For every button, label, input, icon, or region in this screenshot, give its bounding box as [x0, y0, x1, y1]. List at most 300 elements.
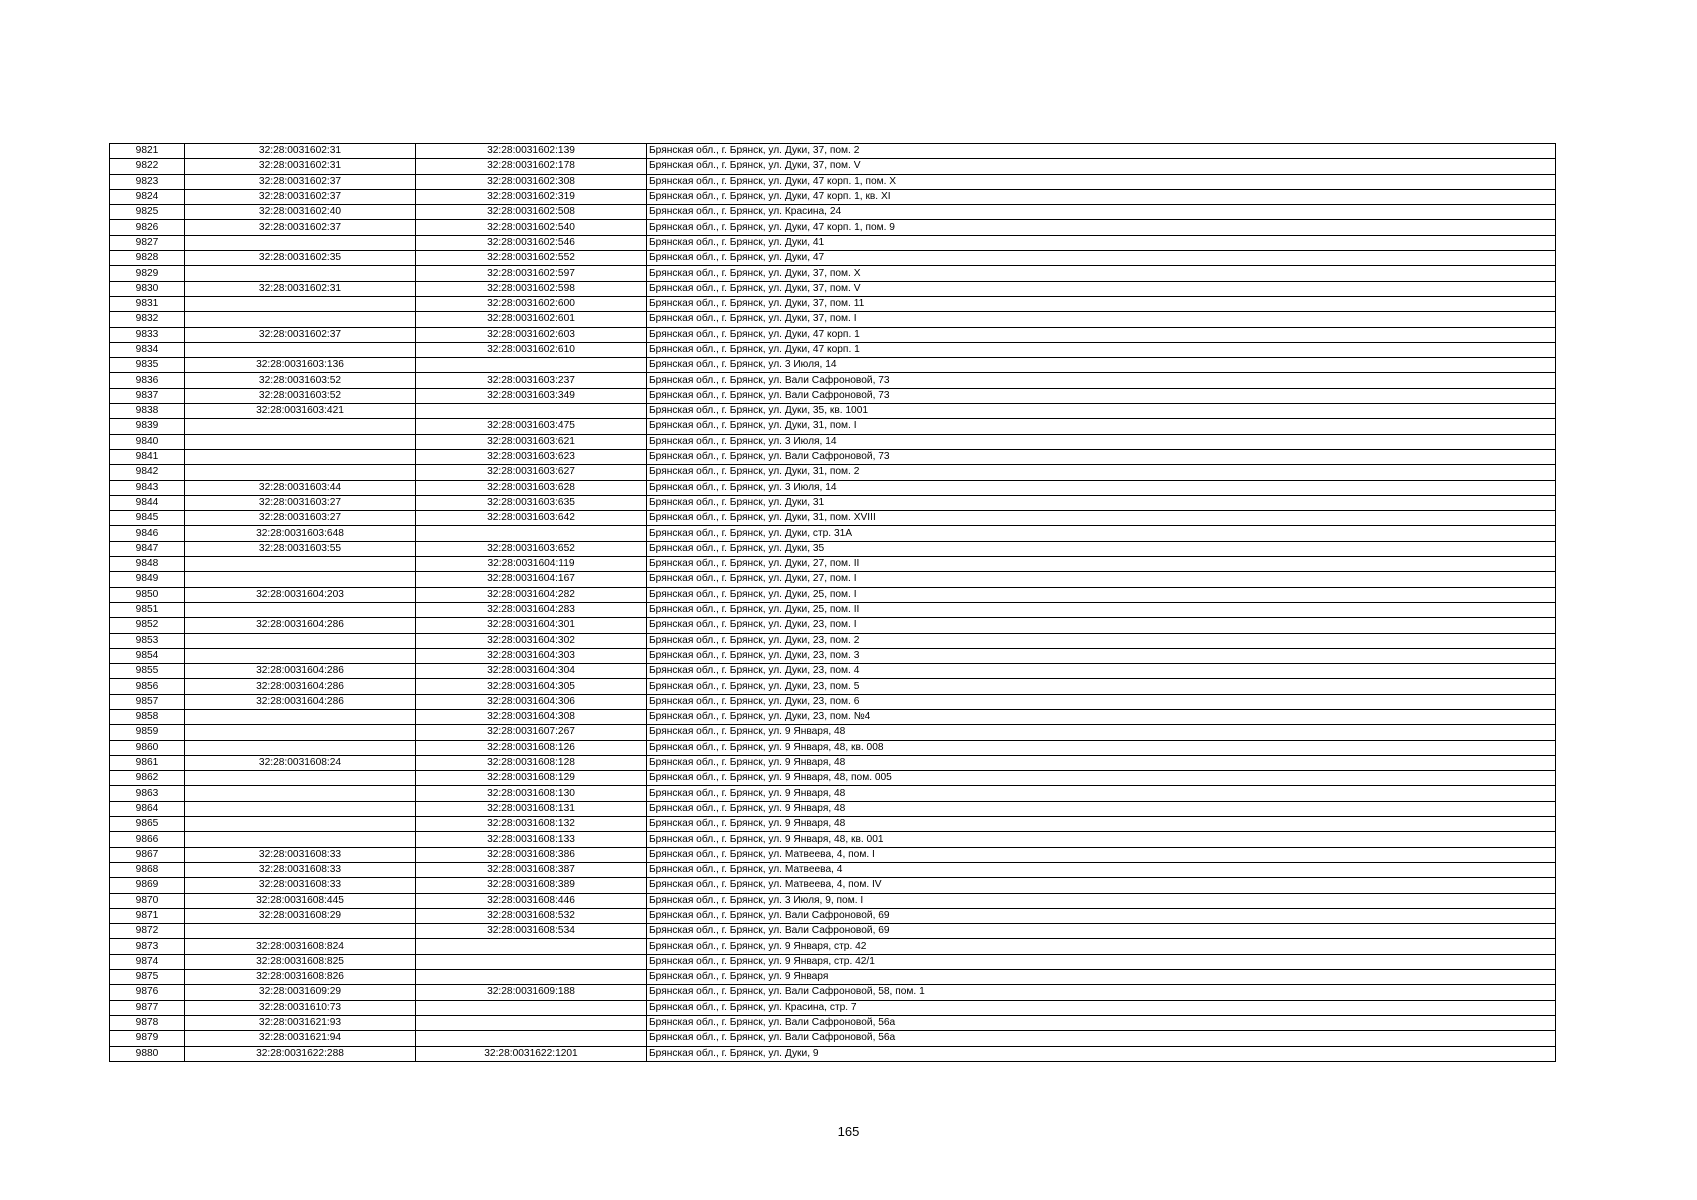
address-cell: Брянская обл., г. Брянск, ул. Дуки, 37, пом. V: [647, 281, 1556, 296]
row-number-cell: 9822: [110, 159, 185, 174]
object-number-cell: 32:28:0031603:623: [416, 449, 647, 464]
row-number-cell: 9848: [110, 557, 185, 572]
object-number-cell: 32:28:0031602:308: [416, 174, 647, 189]
table-row: [110, 1000, 1556, 1015]
land-plot-number-cell: [185, 572, 416, 587]
table-row: [110, 189, 1556, 204]
row-number-cell: 9872: [110, 924, 185, 939]
address-cell: Брянская обл., г. Брянск, ул. Красина, стр. 7: [647, 1000, 1556, 1015]
address-cell: Брянская обл., г. Брянск, ул. Вали Сафроновой, 58, пом. 1: [647, 985, 1556, 1000]
address-cell: Брянская обл., г. Брянск, ул. Вали Сафроновой, 69: [647, 924, 1556, 939]
land-plot-number-cell: [185, 648, 416, 663]
land-plot-number-cell: 32:28:0031608:825: [185, 954, 416, 969]
cadastral-table: [109, 143, 1556, 1062]
object-number-cell: 32:28:0031602:178: [416, 159, 647, 174]
row-number-cell: 9825: [110, 205, 185, 220]
object-number-cell: [416, 970, 647, 985]
row-number-cell: 9866: [110, 832, 185, 847]
land-plot-number-cell: [185, 342, 416, 357]
row-number-cell: 9877: [110, 1000, 185, 1015]
row-number-cell: 9827: [110, 235, 185, 250]
row-number-cell: 9821: [110, 144, 185, 159]
address-cell: Брянская обл., г. Брянск, ул. Дуки, 23, пом. 6: [647, 694, 1556, 709]
table-row: [110, 449, 1556, 464]
address-cell: Брянская обл., г. Брянск, ул. Вали Сафроновой, 73: [647, 449, 1556, 464]
address-cell: Брянская обл., г. Брянск, ул. 3 Июля, 14: [647, 434, 1556, 449]
address-cell: Брянская обл., г. Брянск, ул. Дуки, 35: [647, 541, 1556, 556]
row-number-cell: 9850: [110, 587, 185, 602]
address-cell: Брянская обл., г. Брянск, ул. Дуки, 23, пом. 3: [647, 648, 1556, 663]
land-plot-number-cell: [185, 801, 416, 816]
address-cell: Брянская обл., г. Брянск, ул. 9 Января, стр. 42: [647, 939, 1556, 954]
row-number-cell: 9829: [110, 266, 185, 281]
address-cell: Брянская обл., г. Брянск, ул. 3 Июля, 9, пом. I: [647, 893, 1556, 908]
address-cell: Брянская обл., г. Брянск, ул. Дуки, 47 корп. 1, кв. XI: [647, 189, 1556, 204]
object-number-cell: 32:28:0031602:546: [416, 235, 647, 250]
object-number-cell: 32:28:0031608:126: [416, 740, 647, 755]
object-number-cell: [416, 1015, 647, 1030]
address-cell: Брянская обл., г. Брянск, ул. Дуки, 37, пом. V: [647, 159, 1556, 174]
land-plot-number-cell: [185, 296, 416, 311]
land-plot-number-cell: 32:28:0031604:286: [185, 694, 416, 709]
table-row: [110, 832, 1556, 847]
address-cell: Брянская обл., г. Брянск, ул. Дуки, 31: [647, 495, 1556, 510]
row-number-cell: 9830: [110, 281, 185, 296]
address-cell: Брянская обл., г. Брянск, ул. Дуки, 31, пом. I: [647, 419, 1556, 434]
land-plot-number-cell: 32:28:0031604:286: [185, 618, 416, 633]
row-number-cell: 9856: [110, 679, 185, 694]
object-number-cell: 32:28:0031603:652: [416, 541, 647, 556]
land-plot-number-cell: [185, 266, 416, 281]
land-plot-number-cell: [185, 557, 416, 572]
object-number-cell: 32:28:0031604:282: [416, 587, 647, 602]
object-number-cell: 32:28:0031603:628: [416, 480, 647, 495]
address-cell: Брянская обл., г. Брянск, ул. Дуки, 23, пом. I: [647, 618, 1556, 633]
row-number-cell: 9839: [110, 419, 185, 434]
table-row: [110, 296, 1556, 311]
row-number-cell: 9870: [110, 893, 185, 908]
row-number-cell: 9849: [110, 572, 185, 587]
land-plot-number-cell: 32:28:0031622:288: [185, 1046, 416, 1061]
table-row: [110, 755, 1556, 770]
row-number-cell: 9838: [110, 404, 185, 419]
table-row: [110, 251, 1556, 266]
table-row: [110, 939, 1556, 954]
land-plot-number-cell: 32:28:0031603:55: [185, 541, 416, 556]
land-plot-number-cell: [185, 434, 416, 449]
address-cell: Брянская обл., г. Брянск, ул. Вали Сафроновой, 69: [647, 908, 1556, 923]
object-number-cell: 32:28:0031604:283: [416, 602, 647, 617]
address-cell: Брянская обл., г. Брянск, ул. Вали Сафроновой, 56а: [647, 1015, 1556, 1030]
address-cell: Брянская обл., г. Брянск, ул. Дуки, 23, пом. 5: [647, 679, 1556, 694]
address-cell: Брянская обл., г. Брянск, ул. 9 Января, стр. 42/1: [647, 954, 1556, 969]
table-row: [110, 970, 1556, 985]
object-number-cell: [416, 954, 647, 969]
land-plot-number-cell: 32:28:0031603:52: [185, 388, 416, 403]
table-row: [110, 817, 1556, 832]
address-cell: Брянская обл., г. Брянск, ул. Дуки, 23, пом. №4: [647, 709, 1556, 724]
address-cell: Брянская обл., г. Брянск, ул. 3 Июля, 14: [647, 358, 1556, 373]
address-cell: Брянская обл., г. Брянск, ул. Вали Сафроновой, 73: [647, 388, 1556, 403]
address-cell: Брянская обл., г. Брянск, ул. 9 Января, 48: [647, 817, 1556, 832]
land-plot-number-cell: 32:28:0031608:33: [185, 862, 416, 877]
land-plot-number-cell: 32:28:0031608:33: [185, 878, 416, 893]
address-cell: Брянская обл., г. Брянск, ул. Вали Сафроновой, 56а: [647, 1031, 1556, 1046]
table-row: [110, 1046, 1556, 1061]
table-row: [110, 587, 1556, 602]
address-cell: Брянская обл., г. Брянск, ул. Дуки, 25, пом. II: [647, 602, 1556, 617]
land-plot-number-cell: 32:28:0031602:37: [185, 174, 416, 189]
object-number-cell: 32:28:0031602:508: [416, 205, 647, 220]
table-row: [110, 159, 1556, 174]
table-row: [110, 709, 1556, 724]
object-number-cell: 32:28:0031604:302: [416, 633, 647, 648]
row-number-cell: 9873: [110, 939, 185, 954]
address-cell: Брянская обл., г. Брянск, ул. Дуки, 35, кв. 1001: [647, 404, 1556, 419]
row-number-cell: 9869: [110, 878, 185, 893]
table-row: [110, 664, 1556, 679]
land-plot-number-cell: 32:28:0031621:94: [185, 1031, 416, 1046]
row-number-cell: 9834: [110, 342, 185, 357]
object-number-cell: 32:28:0031604:301: [416, 618, 647, 633]
table-row: [110, 465, 1556, 480]
land-plot-number-cell: 32:28:0031602:31: [185, 159, 416, 174]
land-plot-number-cell: 32:28:0031603:27: [185, 511, 416, 526]
land-plot-number-cell: 32:28:0031602:37: [185, 327, 416, 342]
object-number-cell: [416, 1000, 647, 1015]
table-row: [110, 572, 1556, 587]
row-number-cell: 9868: [110, 862, 185, 877]
address-cell: Брянская обл., г. Брянск, ул. Дуки, 37, пом. 2: [647, 144, 1556, 159]
object-number-cell: 32:28:0031603:621: [416, 434, 647, 449]
row-number-cell: 9876: [110, 985, 185, 1000]
table-row: [110, 924, 1556, 939]
land-plot-number-cell: 32:28:0031603:52: [185, 373, 416, 388]
address-cell: Брянская обл., г. Брянск, ул. Дуки, 47 корп. 1, пом. 9: [647, 220, 1556, 235]
address-cell: Брянская обл., г. Брянск, ул. Матвеева, 4, пом. I: [647, 847, 1556, 862]
land-plot-number-cell: [185, 465, 416, 480]
address-cell: Брянская обл., г. Брянск, ул. Дуки, 37, пом. I: [647, 312, 1556, 327]
land-plot-number-cell: 32:28:0031608:445: [185, 893, 416, 908]
row-number-cell: 9847: [110, 541, 185, 556]
object-number-cell: 32:28:0031608:532: [416, 908, 647, 923]
address-cell: Брянская обл., г. Брянск, ул. Дуки, 25, пом. I: [647, 587, 1556, 602]
table-row: [110, 1015, 1556, 1030]
object-number-cell: 32:28:0031608:128: [416, 755, 647, 770]
land-plot-number-cell: 32:28:0031610:73: [185, 1000, 416, 1015]
table-row: [110, 862, 1556, 877]
land-plot-number-cell: 32:28:0031602:37: [185, 220, 416, 235]
land-plot-number-cell: [185, 235, 416, 250]
row-number-cell: 9824: [110, 189, 185, 204]
table-row: [110, 312, 1556, 327]
row-number-cell: 9841: [110, 449, 185, 464]
table-row: [110, 281, 1556, 296]
land-plot-number-cell: [185, 725, 416, 740]
address-cell: Брянская обл., г. Брянск, ул. Красина, 24: [647, 205, 1556, 220]
object-number-cell: 32:28:0031607:267: [416, 725, 647, 740]
land-plot-number-cell: 32:28:0031609:29: [185, 985, 416, 1000]
row-number-cell: 9878: [110, 1015, 185, 1030]
address-cell: Брянская обл., г. Брянск, ул. 9 Января, 48: [647, 755, 1556, 770]
address-cell: Брянская обл., г. Брянск, ул. 3 Июля, 14: [647, 480, 1556, 495]
address-cell: Брянская обл., г. Брянск, ул. Дуки, 47 корп. 1, пом. X: [647, 174, 1556, 189]
land-plot-number-cell: 32:28:0031604:203: [185, 587, 416, 602]
table-row: [110, 633, 1556, 648]
land-plot-number-cell: [185, 312, 416, 327]
row-number-cell: 9843: [110, 480, 185, 495]
table-row: [110, 174, 1556, 189]
land-plot-number-cell: [185, 449, 416, 464]
address-cell: Брянская обл., г. Брянск, ул. Дуки, 23, пом. 4: [647, 664, 1556, 679]
row-number-cell: 9864: [110, 801, 185, 816]
object-number-cell: 32:28:0031603:627: [416, 465, 647, 480]
object-number-cell: [416, 1031, 647, 1046]
table-row: [110, 220, 1556, 235]
address-cell: Брянская обл., г. Брянск, ул. Дуки, 31, пом. 2: [647, 465, 1556, 480]
object-number-cell: 32:28:0031603:635: [416, 495, 647, 510]
row-number-cell: 9844: [110, 495, 185, 510]
object-number-cell: 32:28:0031602:319: [416, 189, 647, 204]
object-number-cell: 32:28:0031608:133: [416, 832, 647, 847]
row-number-cell: 9840: [110, 434, 185, 449]
row-number-cell: 9842: [110, 465, 185, 480]
table-row: [110, 1031, 1556, 1046]
land-plot-number-cell: [185, 817, 416, 832]
address-cell: Брянская обл., г. Брянск, ул. 9 Января, 48, кв. 008: [647, 740, 1556, 755]
object-number-cell: 32:28:0031604:305: [416, 679, 647, 694]
table-row: [110, 526, 1556, 541]
object-number-cell: 32:28:0031609:188: [416, 985, 647, 1000]
table-row: [110, 557, 1556, 572]
land-plot-number-cell: 32:28:0031608:24: [185, 755, 416, 770]
row-number-cell: 9858: [110, 709, 185, 724]
table-row: [110, 419, 1556, 434]
land-plot-number-cell: [185, 771, 416, 786]
land-plot-number-cell: [185, 786, 416, 801]
row-number-cell: 9871: [110, 908, 185, 923]
object-number-cell: 32:28:0031608:446: [416, 893, 647, 908]
address-cell: Брянская обл., г. Брянск, ул. 9 Января, 48, пом. 005: [647, 771, 1556, 786]
table-row: [110, 985, 1556, 1000]
table-row: [110, 771, 1556, 786]
object-number-cell: 32:28:0031603:237: [416, 373, 647, 388]
object-number-cell: 32:28:0031604:308: [416, 709, 647, 724]
land-plot-number-cell: [185, 924, 416, 939]
object-number-cell: 32:28:0031602:552: [416, 251, 647, 266]
object-number-cell: 32:28:0031602:601: [416, 312, 647, 327]
row-number-cell: 9835: [110, 358, 185, 373]
row-number-cell: 9879: [110, 1031, 185, 1046]
row-number-cell: 9846: [110, 526, 185, 541]
object-number-cell: 32:28:0031604:303: [416, 648, 647, 663]
table-row: [110, 373, 1556, 388]
object-number-cell: 32:28:0031604:119: [416, 557, 647, 572]
table-row: [110, 342, 1556, 357]
address-cell: Брянская обл., г. Брянск, ул. Дуки, 37, пом. X: [647, 266, 1556, 281]
cadastral-table-body: [110, 144, 1556, 1062]
table-row: [110, 144, 1556, 159]
land-plot-number-cell: 32:28:0031621:93: [185, 1015, 416, 1030]
page-number: 165: [837, 1124, 860, 1139]
land-plot-number-cell: 32:28:0031608:824: [185, 939, 416, 954]
row-number-cell: 9874: [110, 954, 185, 969]
object-number-cell: 32:28:0031608:386: [416, 847, 647, 862]
object-number-cell: 32:28:0031603:475: [416, 419, 647, 434]
land-plot-number-cell: 32:28:0031602:31: [185, 144, 416, 159]
table-row: [110, 908, 1556, 923]
object-number-cell: 32:28:0031604:167: [416, 572, 647, 587]
row-number-cell: 9831: [110, 296, 185, 311]
land-plot-number-cell: 32:28:0031603:136: [185, 358, 416, 373]
address-cell: Брянская обл., г. Брянск, ул. Дуки, 47: [647, 251, 1556, 266]
table-row: [110, 205, 1556, 220]
table-row: [110, 893, 1556, 908]
row-number-cell: 9880: [110, 1046, 185, 1061]
table-row: [110, 266, 1556, 281]
row-number-cell: 9875: [110, 970, 185, 985]
land-plot-number-cell: 32:28:0031603:421: [185, 404, 416, 419]
table-row: [110, 648, 1556, 663]
land-plot-number-cell: 32:28:0031603:27: [185, 495, 416, 510]
row-number-cell: 9845: [110, 511, 185, 526]
table-row: [110, 388, 1556, 403]
row-number-cell: 9865: [110, 817, 185, 832]
table-row: [110, 786, 1556, 801]
address-cell: Брянская обл., г. Брянск, ул. Дуки, 47 корп. 1: [647, 342, 1556, 357]
row-number-cell: 9852: [110, 618, 185, 633]
object-number-cell: 32:28:0031602:610: [416, 342, 647, 357]
object-number-cell: 32:28:0031602:598: [416, 281, 647, 296]
row-number-cell: 9855: [110, 664, 185, 679]
row-number-cell: 9823: [110, 174, 185, 189]
row-number-cell: 9836: [110, 373, 185, 388]
row-number-cell: 9867: [110, 847, 185, 862]
land-plot-number-cell: [185, 740, 416, 755]
address-cell: Брянская обл., г. Брянск, ул. Вали Сафроновой, 73: [647, 373, 1556, 388]
table-row: [110, 954, 1556, 969]
row-number-cell: 9826: [110, 220, 185, 235]
land-plot-number-cell: [185, 709, 416, 724]
row-number-cell: 9862: [110, 771, 185, 786]
land-plot-number-cell: 32:28:0031608:29: [185, 908, 416, 923]
land-plot-number-cell: [185, 633, 416, 648]
row-number-cell: 9854: [110, 648, 185, 663]
table-row: [110, 847, 1556, 862]
table-row: [110, 878, 1556, 893]
row-number-cell: 9833: [110, 327, 185, 342]
row-number-cell: 9863: [110, 786, 185, 801]
object-number-cell: 32:28:0031608:129: [416, 771, 647, 786]
table-row: [110, 618, 1556, 633]
object-number-cell: 32:28:0031603:349: [416, 388, 647, 403]
address-cell: Брянская обл., г. Брянск, ул. 9 Января, 48: [647, 801, 1556, 816]
address-cell: Брянская обл., г. Брянск, ул. Дуки, 41: [647, 235, 1556, 250]
address-cell: Брянская обл., г. Брянск, ул. Дуки, стр. 31А: [647, 526, 1556, 541]
land-plot-number-cell: [185, 602, 416, 617]
land-plot-number-cell: 32:28:0031602:37: [185, 189, 416, 204]
address-cell: Брянская обл., г. Брянск, ул. Матвеева, 4: [647, 862, 1556, 877]
table-row: [110, 511, 1556, 526]
table-row: [110, 602, 1556, 617]
object-number-cell: 32:28:0031608:389: [416, 878, 647, 893]
land-plot-number-cell: 32:28:0031602:35: [185, 251, 416, 266]
land-plot-number-cell: 32:28:0031604:286: [185, 679, 416, 694]
land-plot-number-cell: 32:28:0031604:286: [185, 664, 416, 679]
row-number-cell: 9859: [110, 725, 185, 740]
object-number-cell: [416, 404, 647, 419]
address-cell: Брянская обл., г. Брянск, ул. Дуки, 31, пом. XVIII: [647, 511, 1556, 526]
table-row: [110, 434, 1556, 449]
address-cell: Брянская обл., г. Брянск, ул. Матвеева, 4, пом. IV: [647, 878, 1556, 893]
row-number-cell: 9857: [110, 694, 185, 709]
row-number-cell: 9860: [110, 740, 185, 755]
address-cell: Брянская обл., г. Брянск, ул. Дуки, 23, пом. 2: [647, 633, 1556, 648]
land-plot-number-cell: [185, 832, 416, 847]
object-number-cell: 32:28:0031608:132: [416, 817, 647, 832]
row-number-cell: 9853: [110, 633, 185, 648]
address-cell: Брянская обл., г. Брянск, ул. Дуки, 9: [647, 1046, 1556, 1061]
object-number-cell: 32:28:0031602:540: [416, 220, 647, 235]
address-cell: Брянская обл., г. Брянск, ул. 9 Января: [647, 970, 1556, 985]
object-number-cell: 32:28:0031602:600: [416, 296, 647, 311]
address-cell: Брянская обл., г. Брянск, ул. Дуки, 47 корп. 1: [647, 327, 1556, 342]
object-number-cell: 32:28:0031608:534: [416, 924, 647, 939]
row-number-cell: 9851: [110, 602, 185, 617]
table-row: [110, 801, 1556, 816]
land-plot-number-cell: 32:28:0031608:826: [185, 970, 416, 985]
object-number-cell: 32:28:0031602:597: [416, 266, 647, 281]
object-number-cell: 32:28:0031608:131: [416, 801, 647, 816]
row-number-cell: 9837: [110, 388, 185, 403]
object-number-cell: 32:28:0031603:642: [416, 511, 647, 526]
object-number-cell: 32:28:0031622:1201: [416, 1046, 647, 1061]
table-row: [110, 495, 1556, 510]
object-number-cell: [416, 939, 647, 954]
table-row: [110, 541, 1556, 556]
table-row: [110, 679, 1556, 694]
object-number-cell: 32:28:0031604:306: [416, 694, 647, 709]
object-number-cell: 32:28:0031608:130: [416, 786, 647, 801]
object-number-cell: 32:28:0031608:387: [416, 862, 647, 877]
row-number-cell: 9832: [110, 312, 185, 327]
row-number-cell: 9861: [110, 755, 185, 770]
object-number-cell: 32:28:0031604:304: [416, 664, 647, 679]
land-plot-number-cell: 32:28:0031603:44: [185, 480, 416, 495]
table-row: [110, 694, 1556, 709]
address-cell: Брянская обл., г. Брянск, ул. Дуки, 37, пом. 11: [647, 296, 1556, 311]
object-number-cell: 32:28:0031602:603: [416, 327, 647, 342]
land-plot-number-cell: 32:28:0031602:31: [185, 281, 416, 296]
address-cell: Брянская обл., г. Брянск, ул. 9 Января, 48: [647, 725, 1556, 740]
object-number-cell: [416, 358, 647, 373]
table-row: [110, 740, 1556, 755]
land-plot-number-cell: [185, 419, 416, 434]
land-plot-number-cell: 32:28:0031603:648: [185, 526, 416, 541]
land-plot-number-cell: 32:28:0031608:33: [185, 847, 416, 862]
address-cell: Брянская обл., г. Брянск, ул. 9 Января, 48: [647, 786, 1556, 801]
table-row: [110, 480, 1556, 495]
table-row: [110, 327, 1556, 342]
object-number-cell: 32:28:0031602:139: [416, 144, 647, 159]
object-number-cell: [416, 526, 647, 541]
land-plot-number-cell: 32:28:0031602:40: [185, 205, 416, 220]
table-row: [110, 235, 1556, 250]
row-number-cell: 9828: [110, 251, 185, 266]
address-cell: Брянская обл., г. Брянск, ул. 9 Января, 48, кв. 001: [647, 832, 1556, 847]
table-row: [110, 725, 1556, 740]
table-row: [110, 404, 1556, 419]
